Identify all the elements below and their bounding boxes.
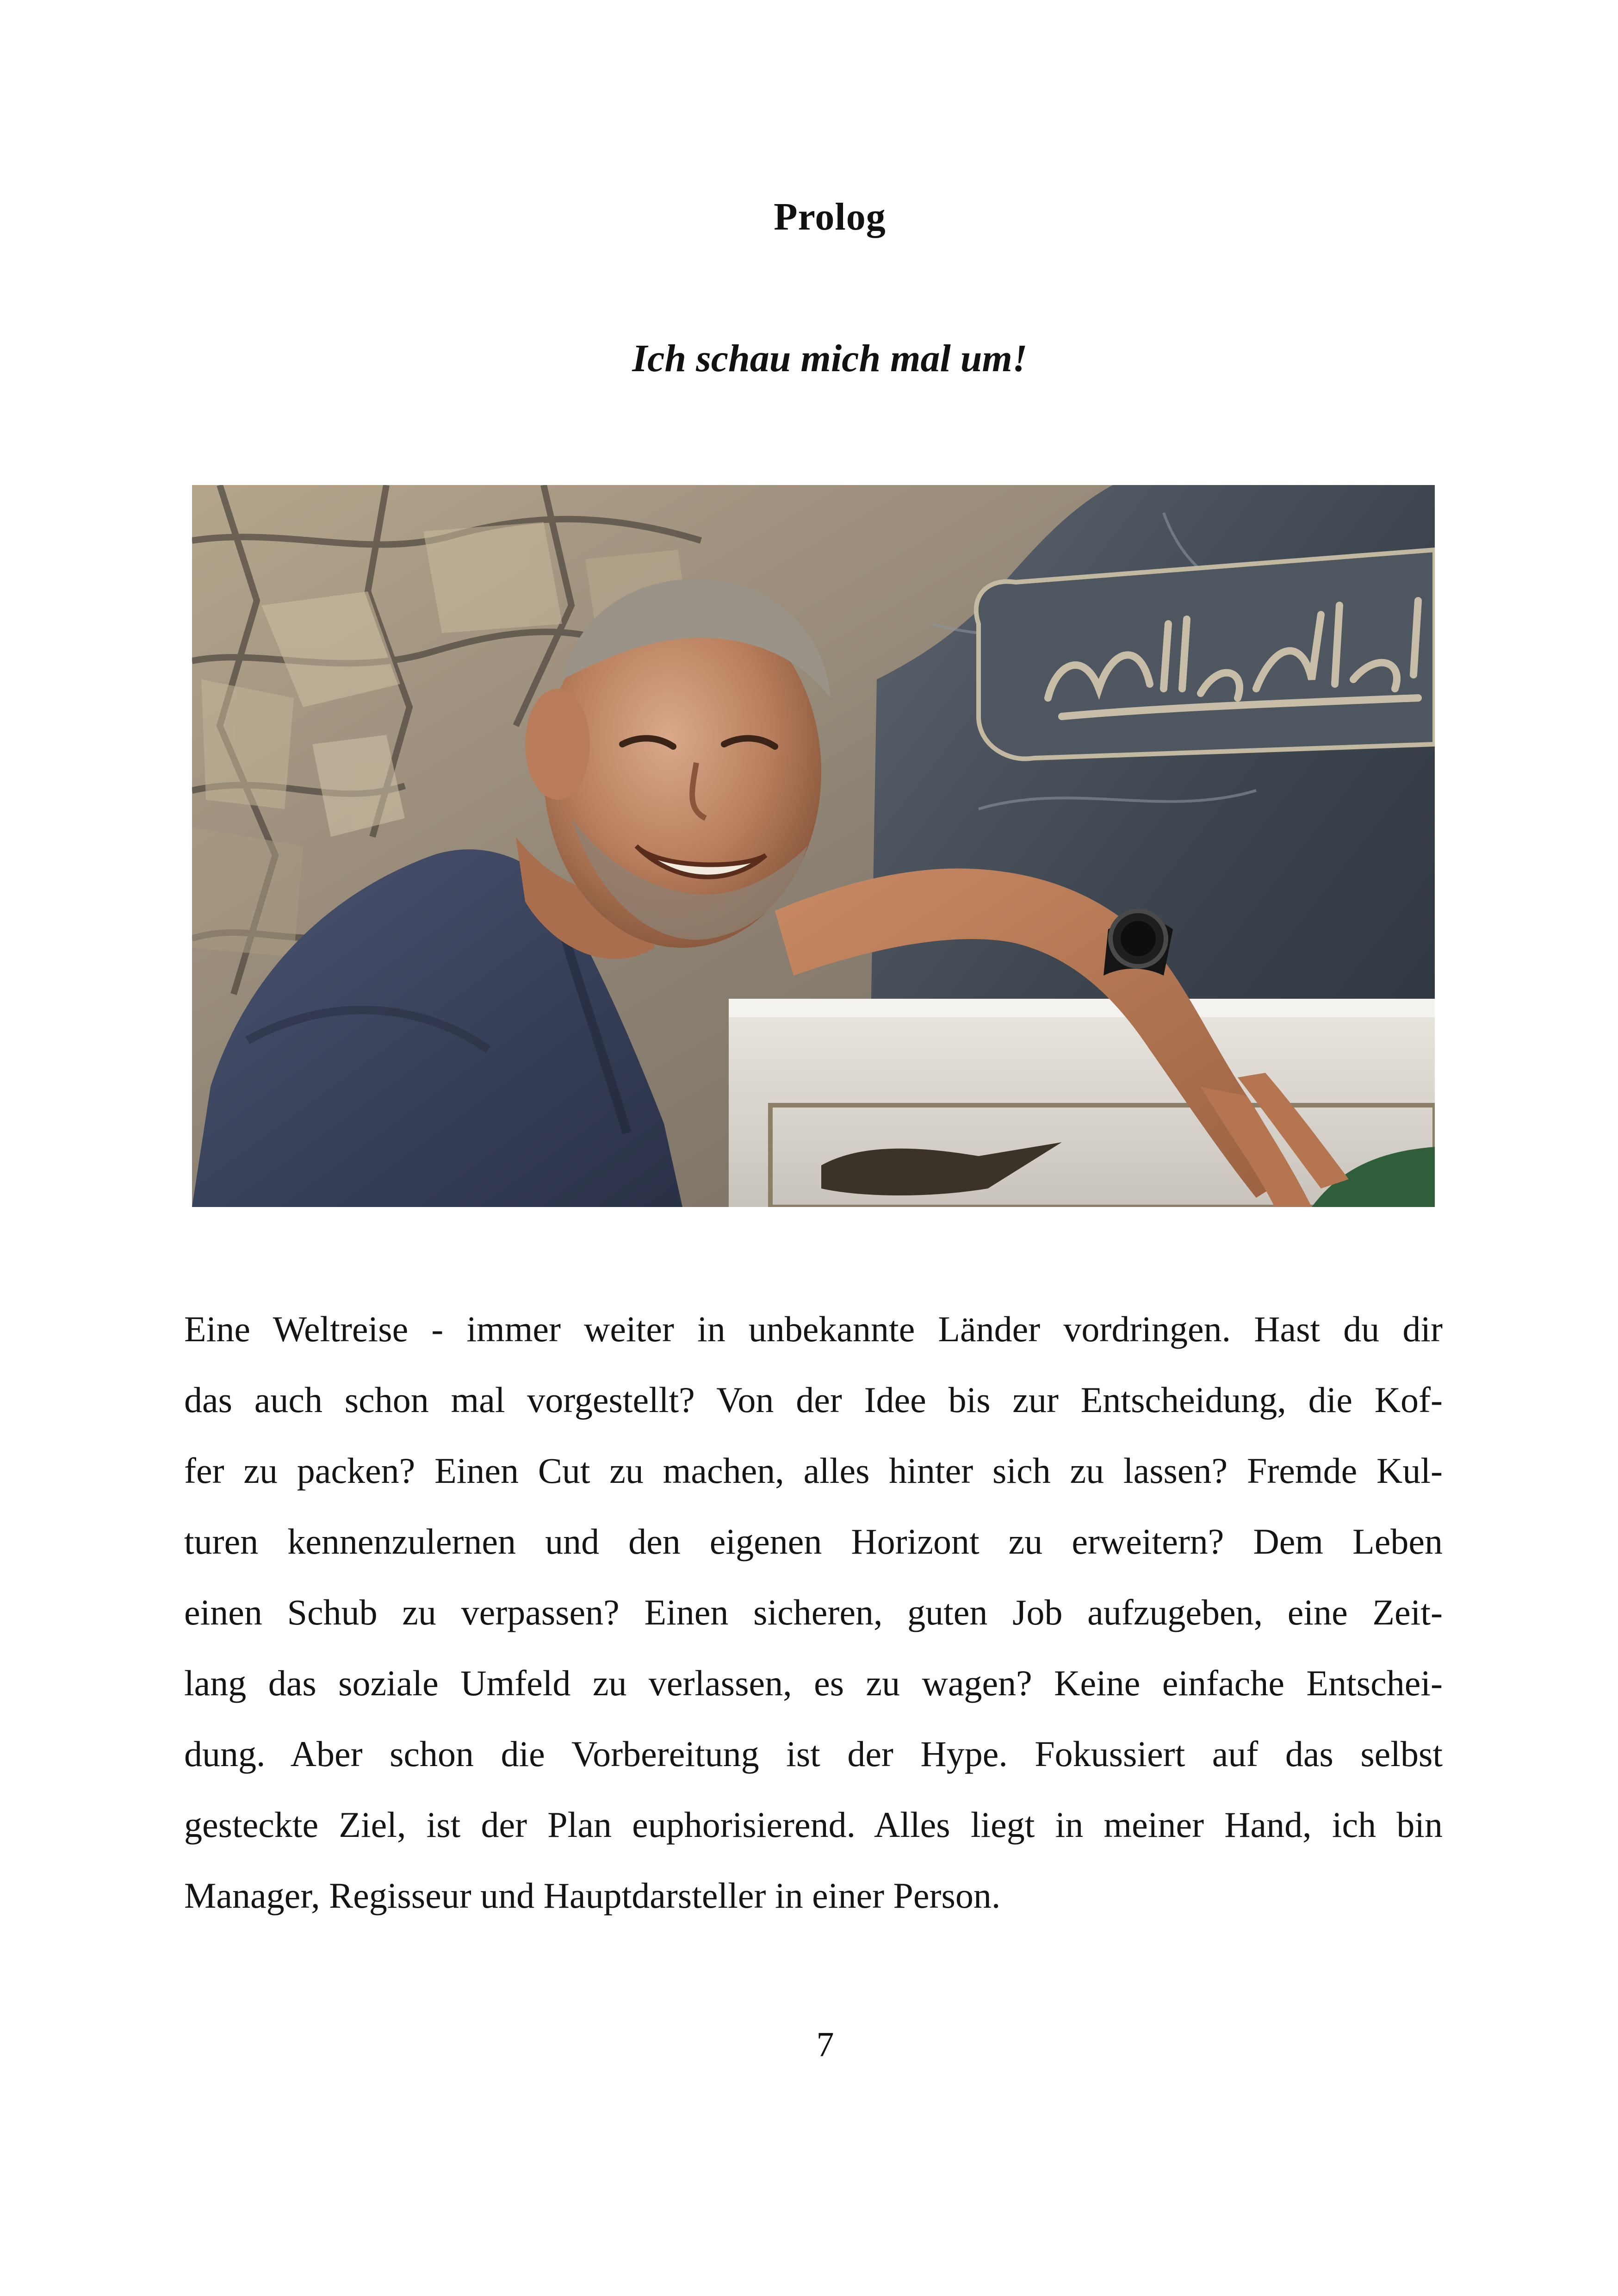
page-number: 7 <box>816 2025 834 2064</box>
calligraphy-panel <box>976 550 1435 759</box>
body-line: einen Schub zu verpassen? Einen sicheren, guten Job aufzugeben, eine Zeit- <box>184 1592 1443 1632</box>
body-line: Manager, Regisseur und Hauptdarsteller in einer Person. <box>184 1875 1001 1916</box>
body-line: Eine Weltreise - immer weiter in unbekannte Länder vordringen. Hast du dir <box>184 1309 1443 1349</box>
body-paragraph <box>184 1294 1443 1931</box>
body-line: fer zu packen? Einen Cut zu machen, alles hinter sich zu lassen? Fremde Kul- <box>184 1450 1443 1491</box>
chapter-photo <box>192 485 1435 1207</box>
chapter-subtitle: Ich schau mich mal um! <box>632 337 1028 380</box>
body-line: turen kennenzulernen und den eigenen Horizont zu erweitern? Dem Leben <box>184 1521 1443 1562</box>
body-line: dung. Aber schon die Vorbereitung ist der Hype. Fokussiert auf das selbst <box>184 1734 1443 1774</box>
body-line: gesteckte Ziel, ist der Plan euphorisierend. Alles liegt in meiner Hand, ich bin <box>184 1804 1443 1845</box>
chapter-title: Prolog <box>774 195 886 238</box>
body-line: lang das soziale Umfeld zu verlassen, es zu wagen? Keine einfache Entschei- <box>184 1663 1443 1703</box>
photo-illustration <box>192 485 1435 1207</box>
body-line: das auch schon mal vorgestellt? Von der Idee bis zur Entscheidung, die Kof- <box>184 1380 1443 1420</box>
